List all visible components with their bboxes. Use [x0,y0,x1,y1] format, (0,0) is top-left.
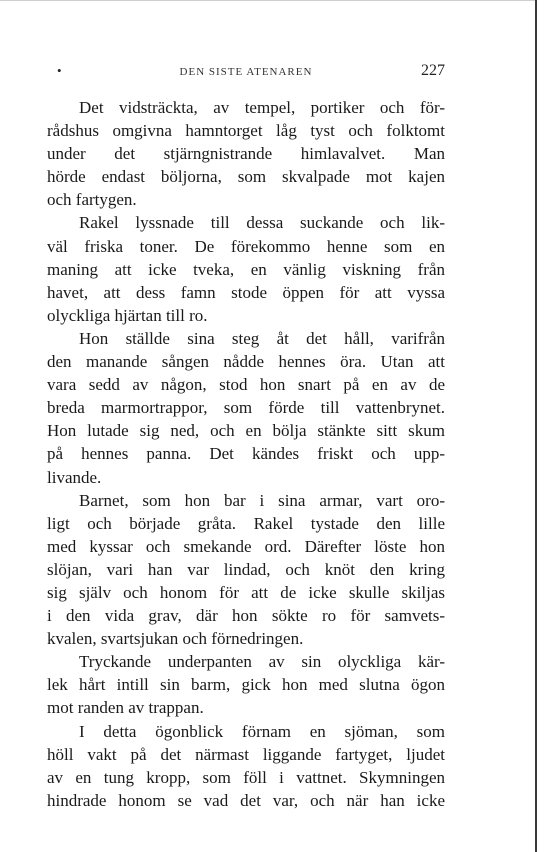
running-head [47,62,445,82]
text-line: hörde endast böljorna, som skvalpade mot kajen [47,167,445,187]
text-line: under det stjärngnistrande himlavalvet. Man [47,144,445,164]
text-line: Det vidsträckta, av tempel, portiker och för- [79,98,445,117]
paragraph [47,489,445,651]
text-line: olyckliga hjärtan till ro. [47,305,208,325]
text-line: kvalen, svartsjukan och förnedringen. [47,629,304,649]
text-line: breda marmortrappor, som förde till vattenbrynet. [47,398,445,418]
text-line: livande. [47,467,102,487]
text-line: Hon ställde sina steg åt det håll, varifrån [79,328,445,348]
text-line: lek hårt intill sin barm, gick hon med slutna ögon [47,675,445,695]
paragraph [47,650,445,719]
text-line: sig själv och honom för att de icke skulle skiljas [47,582,445,602]
text-line: väl friska toner. De förekommo henne som en [47,236,445,256]
text-line: mot randen av trappan. [47,698,204,718]
text-line: vara sedd av någon, stod hon snart på en av de [47,375,445,395]
text-line: hindrade honom se vad det var, och när han icke [47,790,445,810]
page-number: 227 [421,62,445,79]
page-edge-top [0,0,536,1]
running-head-title: DEN SISTE ATENAREN [179,66,313,78]
text-line: av en tung kropp, som föll i vattnet. Skymningen [47,767,445,787]
body-text [47,96,445,812]
page-edge-right [535,0,537,852]
text-line: I detta ögonblick förnam en sjöman, som [79,721,445,741]
paragraph [47,327,445,489]
text-line: Hon lutade sig ned, och en bölja stänkte sitt skum [47,421,445,441]
text-line: Barnet, som hon bar i sina armar, vart oro- [79,490,445,510]
running-head-mark: • [57,63,62,78]
text-line: ligt och började gråta. Rakel tystade den lille [47,513,445,533]
text-line: med kyssar och smekande ord. Därefter löste hon [47,536,445,556]
text-line: och fartygen. [47,190,137,210]
text-line: höll vakt på det närmast liggande fartyget, ljudet [47,744,445,764]
text-line: Rakel lyssnade till dessa suckande och lik- [79,213,445,233]
paragraph [47,211,445,326]
text-line: slöjan, vari han var lindad, och knöt den kring [47,559,445,579]
text-line: maning att icke tveka, en vänlig viskning från [47,259,445,279]
text-line: i den vida grav, där hon sökte ro för samvets- [47,606,445,626]
text-line: rådshus omgivna hamntorget låg tyst och folktomt [47,121,445,141]
text-line: havet, att dess famn stode öppen för att vyssa [47,282,445,302]
text-line: Tryckande underpanten av sin olyckliga kär- [79,652,445,672]
paragraph [47,720,445,812]
paragraph [47,96,445,211]
text-line: den manande sången nådde hennes öra. Utan att [47,352,445,372]
text-line: på hennes panna. Det kändes friskt och upp- [47,444,445,464]
